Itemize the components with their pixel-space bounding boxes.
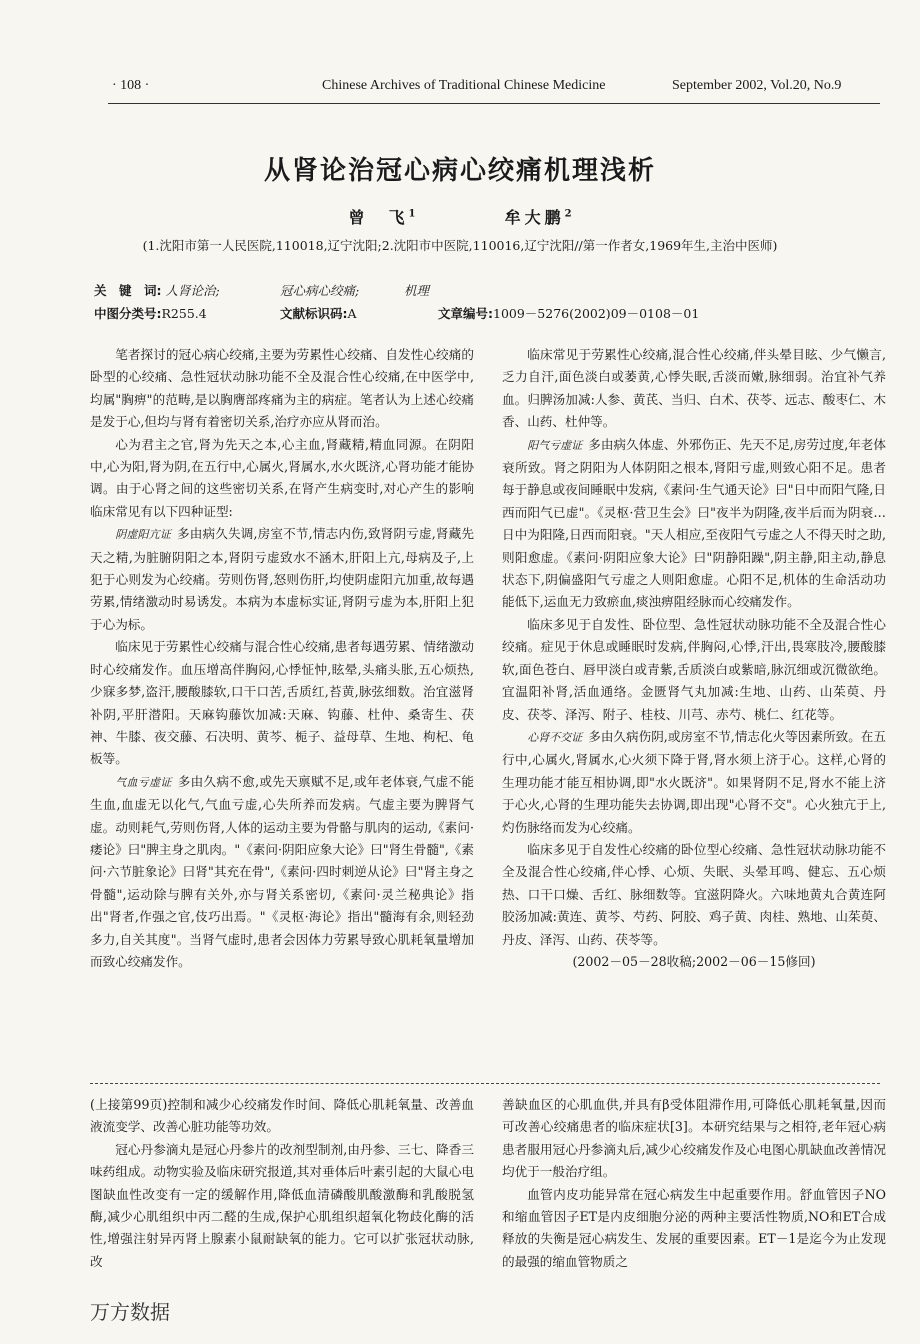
article-number-row xyxy=(438,304,699,322)
paragraph: 血管内皮功能异常在冠心病发生中起重要作用。舒血管因子NO和缩血管因子ET是内皮细胞分泌的两种主要活性物质,NO和ET合成释放的失衡是冠心病发生、发展的重要因素。ET－1是迄今为止发现的最强的缩血管物质之 xyxy=(502,1186,886,1269)
keyword: 冠心病心绞痛; xyxy=(280,283,360,298)
clc-label: 中图分类号: xyxy=(94,306,162,321)
clc-row xyxy=(94,304,207,322)
keyword: 人肾论治; xyxy=(165,283,220,298)
paragraph: 临床常见于劳累性心绞痛,混合性心绞痛,伴头晕目眩、少气懒言,乏力自汗,面色淡白或萎黄,心悸失眠,舌淡而嫩,脉细弱。治宜补气养血。归脾汤加减:人参、黄芪、当归、白术、茯苓、远志、酸枣仁、木香、山药、杜仲等。 xyxy=(502,347,886,430)
paragraph: 临床多见于自发性心绞痛的卧位型心绞痛、急性冠状动脉功能不全及混合性心绞痛,伴心悸、心烦、失眠、头晕耳鸣、健忘、五心烦热、口干口燥、舌红、脉细数等。宜滋阴降火。六味地黄丸合黄连阿胶汤加减:黄连、黄芩、芍药、阿胶、鸡子黄、肉桂、熟地、山茱萸、丹皮、泽泻、山药、茯苓等。 xyxy=(502,841,886,947)
paragraph xyxy=(90,523,474,636)
keywords-label: 关 键 词: xyxy=(94,283,162,298)
journal-name: Chinese Archives of Traditional Chinese Medicine xyxy=(322,78,606,93)
author-line xyxy=(0,205,920,228)
continuation-right xyxy=(502,1094,886,1273)
author-1-sup: 1 xyxy=(408,208,416,220)
paragraph xyxy=(502,434,886,614)
doc-code-row xyxy=(280,304,357,322)
paragraph xyxy=(90,771,474,974)
keywords-row xyxy=(94,281,220,299)
section-tag: 气血亏虚证 xyxy=(115,775,172,789)
section-tag: 阴虚阳亢证 xyxy=(115,528,171,542)
watermark: 万方数据 xyxy=(90,1300,170,1324)
paragraph xyxy=(502,726,886,839)
paragraph-text: 多由病久体虚、外邪伤正、先天不足,房劳过度,年老体衰所致。肾之阴阳为人体阴阳之根本,肾阳亏虚,则致心阳不足。患者每于静息或夜间睡眠中发病,《素问·生气通天论》曰"日中而阳气隆,日西而阳气已虚"。《灵枢·营卫生会》曰"夜半为阴隆,夜半后而为阴衰…日中为阳隆,日西而阳衰。"天人相应,至夜阳气亏虚之人不得天时之助,则阳愈虚。《素问·阴阳应象大论》曰"阴静阳躁",阴主静,阳主动,静息状态下,阴偏盛阳气亏虚之人则阳愈虚。心阳不足,机体的生命活动功能低下,运血无力致瘀血,痰浊痹阻经脉而心绞痛发作。 xyxy=(502,436,886,610)
article-number-value: 1009－5276(2002)09－0108－01 xyxy=(493,306,700,321)
issue-info: September 2002, Vol.20, No.9 xyxy=(672,78,842,93)
author-1: 曾 飞 xyxy=(348,208,409,227)
doc-code-label: 文献标识码: xyxy=(280,306,348,321)
right-column xyxy=(502,344,886,973)
left-column xyxy=(90,344,474,973)
paragraph: 冠心丹参滴丸是冠心丹参片的改剂型制剂,由丹参、三七、降香三味药组成。动物实验及临床研究报道,其对垂体后叶素引起的大鼠心电图缺血性改变有一定的缓解作用,降低血清磷酸肌酸激酶和乳酸脱氢酶,减少心肌组织中丙二醛的生成,保护心肌组织超氧化物歧化酶的活性,增强注射异丙肾上腺素小鼠耐缺氧的能力。它可以扩张冠状动脉,改 xyxy=(90,1141,474,1269)
doc-code-value: A xyxy=(347,306,357,321)
author-2-sup: 2 xyxy=(564,208,572,220)
paragraph: (上接第99页)控制和减少心绞痛发作时间、降低心肌耗氧量、改善血液流变学、改善心脏功能等功效。 xyxy=(90,1097,474,1135)
clc-value: R255.4 xyxy=(161,306,207,321)
article-title: 从肾论治冠心病心绞痛机理浅析 xyxy=(263,156,656,186)
article-number-label: 文章编号: xyxy=(438,306,493,321)
paragraph-text: 多由久病伤阴,或房室不节,情志化火等因素所致。在五行中,心属火,肾属水,心火须下降于肾,肾水须上济于心。这样,心肾的生理功能才能互相协调,即"水火既济"。如果肾阴不足,肾水不能上济于心火,心肾的生理功能失去协调,即出现"心肾不交"。心火独亢于上,灼伤脉络而发为心绞痛。 xyxy=(502,728,886,835)
section-tag: 阳气亏虚证 xyxy=(527,438,583,452)
section-divider xyxy=(90,1083,880,1084)
header-rule xyxy=(108,103,880,104)
paragraph: 笔者探讨的冠心病心绞痛,主要为劳累性心绞痛、自发性心绞痛的卧型的心绞痛、急性冠状动脉功能不全及混合性心绞痛,在中医学中,均属"胸痹"的范畴,是以胸膺部疼痛为主的病症。笔者认为上述心绞痛是发于心,但均与肾有着密切关系,治疗亦应从肾而治。 xyxy=(90,347,474,430)
paragraph: 临床见于劳累性心绞痛与混合性心绞痛,患者每遇劳累、情绪激动时心绞痛发作。血压增高伴胸闷,心悸怔忡,眩晕,头痛头胀,五心烦热,少寐多梦,盗汗,腰酸膝软,口干口苦,舌质红,苔黄,脉弦细数。治宜滋肾补阴,平肝潜阳。天麻钩藤饮加减:天麻、钩藤、杜仲、桑寄生、茯神、牛膝、夜交藤、石决明、黄芩、栀子、益母草、生地、枸杞、龟板等。 xyxy=(90,639,474,767)
paragraph-text: 多由病久失调,房室不节,情志内伤,致肾阴亏虚,肾藏先天之精,为脏腑阴阳之本,肾阴亏虚致水不涵木,肝阳上亢,母病及子,上犯于心则发为心绞痛。劳则伤肾,怒则伤肝,均使阴虚阳亢加重,故每遇劳累,情绪激动时易诱发。本病为本虚标实证,肾阴亏虚为本,肝阳上犯于心为标。 xyxy=(90,526,475,632)
author-2: 牟大鹏 xyxy=(504,208,565,227)
received-date: (2002－05－28收稿;2002－06－15修回) xyxy=(572,953,816,969)
keyword: 机理 xyxy=(404,283,430,298)
paragraph: 善缺血区的心肌血供,并具有β受体阻滞作用,可降低心肌耗氧量,因而可改善心绞痛患者的临床症状[3]。本研究结果与之相符,老年冠心病患者服用冠心丹参滴丸后,减少心绞痛发作及心电图心肌缺血改善情况均优于一般治疗组。 xyxy=(502,1097,886,1180)
paragraph: 临床多见于自发性、卧位型、急性冠状动脉功能不全及混合性心绞痛。症见于休息或睡眠时发病,伴胸闷,心悸,汗出,畏寒肢冷,腰酸膝软,面色苍白、唇甲淡白或青紫,舌质淡白或紫暗,脉沉细或沉微欲绝。宜温阳补肾,活血通络。金匮肾气丸加减:生地、山药、山茱萸、丹皮、茯苓、泽泻、附子、桂枝、川芎、赤芍、桃仁、红花等。 xyxy=(502,616,886,722)
paragraph-text: 多由久病不愈,或先天禀赋不足,或年老体衰,气虚不能生血,血虚无以化气,气血亏虚,心失所养而发病。气虚主要为脾肾气虚。动则耗气,劳则伤肾,人体的运动主要为骨骼与肌肉的运动,《素问·痿论》曰"脾主身之肌肉。"《素问·阴阳应象大论》曰"肾生骨髓",《素问·六节脏象论》曰肾"其充在骨",《素问·四时刺逆从论》曰"肾主身之骨髓",运动除与脾有关外,亦与肾关系密切,《素问·灵兰秘典论》指出"肾者,作强之官,伎巧出焉。"《灵枢·海论》指出"髓海有余,则轻劲多力,自关其度"。当肾气虚时,患者会因体力劳累导致心肌耗氧量增加而致心绞痛发作。 xyxy=(90,773,475,969)
paragraph: 心为君主之官,肾为先天之本,心主血,肾藏精,精血同源。在阴阳中,心为阳,肾为阴,在五行中,心属火,肾属水,水火既济,心肾功能才能协调。由于心肾之间的这些密切关系,在肾产生病变时,对心产生的影响临床常见有以下四种证型: xyxy=(90,436,474,519)
page-number: · 108 · xyxy=(112,78,150,93)
section-tag: 心肾不交证 xyxy=(527,730,583,744)
affiliation: (1.沈阳市第一人民医院,110018,辽宁沈阳;2.沈阳市中医院,110016,辽宁沈阳//第一作者女,1969年生,主治中医师) xyxy=(142,238,778,253)
continuation-left xyxy=(90,1094,474,1273)
